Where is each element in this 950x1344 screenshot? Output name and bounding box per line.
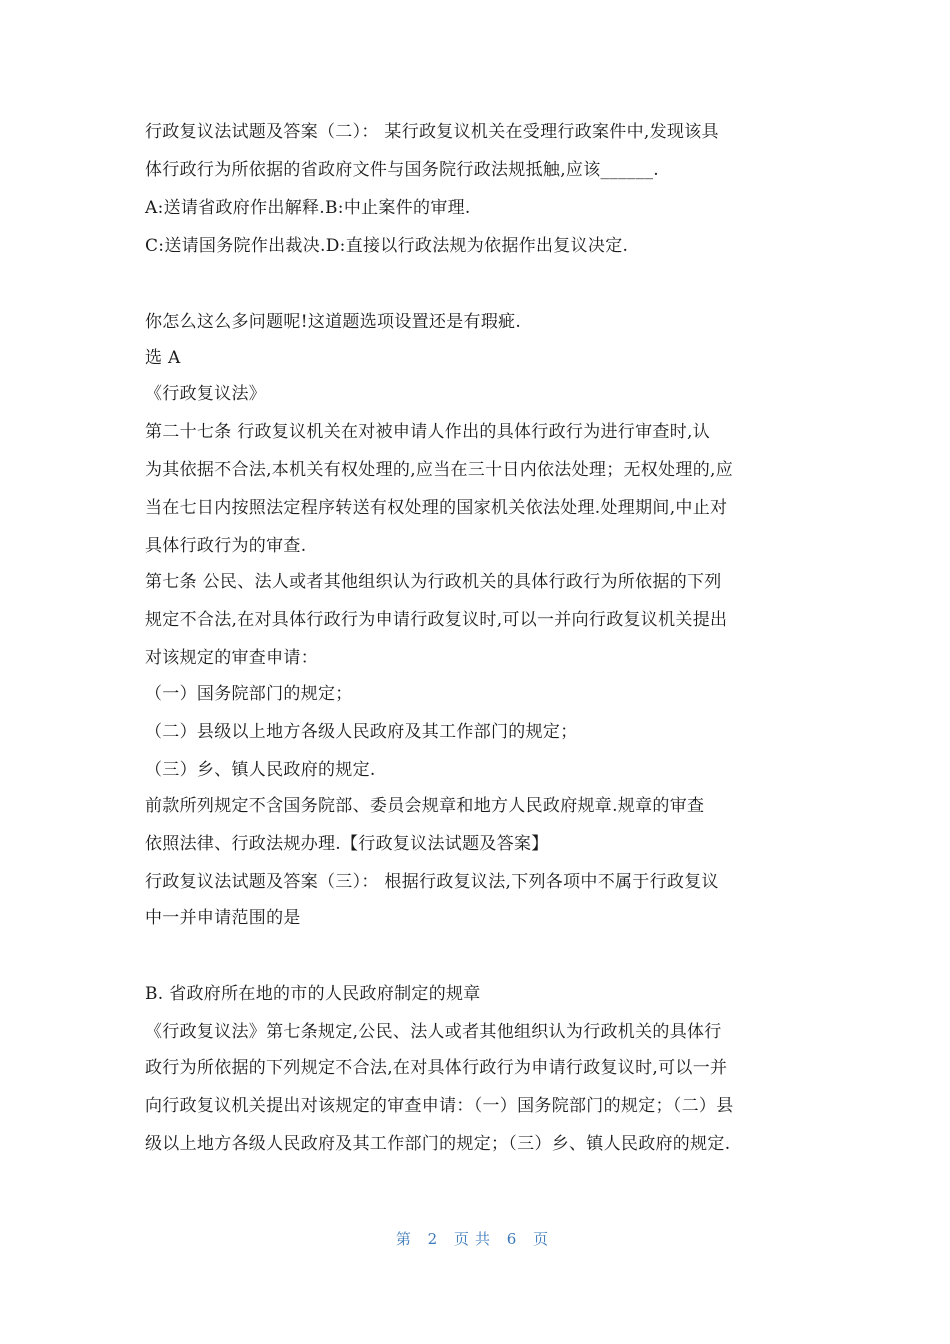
text-line: 对该规定的审查申请：	[145, 648, 318, 668]
text-line: 政行为所依据的下列规定不合法,在对具体行政行为申请行政复议时,可以一并	[145, 1058, 728, 1078]
text-line: 具体行政行为的审查.	[145, 536, 307, 556]
text-line: 前款所列规定不含国务院部、委员会规章和地方人民政府规章.规章的审查	[145, 796, 705, 816]
text-line: 规定不合法,在对具体行政行为申请行政复议时,可以一并向行政复议机关提出	[145, 610, 728, 630]
text-line: 中一并申请范围的是	[145, 908, 301, 928]
text-line: （二）县级以上地方各级人民政府及其工作部门的规定；	[145, 722, 578, 742]
text-line: 行政复议法试题及答案（二）： 某行政复议机关在受理行政案件中,发现该具	[145, 122, 719, 142]
text-line: 向行政复议机关提出对该规定的审查申请：（一）国务院部门的规定；（二）县	[145, 1096, 734, 1116]
text-line: 第七条 公民、法人或者其他组织认为行政机关的具体行政行为所依据的下列	[145, 572, 722, 592]
page-number-footer: 第 2 页共 6 页	[395, 1230, 555, 1248]
text-line: 体行政行为所依据的省政府文件与国务院行政法规抵触,应该______.	[145, 160, 660, 180]
text-line: 级以上地方各级人民政府及其工作部门的规定；（三）乡、镇人民政府的规定.	[145, 1134, 731, 1154]
text-line: 第二十七条 行政复议机关在对被申请人作出的具体行政行为进行审查时,认	[145, 422, 711, 442]
text-line: C:送请国务院作出裁决.D:直接以行政法规为依据作出复议决定.	[145, 236, 629, 256]
text-line: 《行政复议法》	[145, 384, 267, 404]
text-line: 《行政复议法》第七条规定,公民、法人或者其他组织认为行政机关的具体行	[145, 1022, 722, 1042]
text-line: A:送请省政府作出解释.B:中止案件的审理.	[145, 198, 471, 218]
text-line: （一）国务院部门的规定；	[145, 684, 353, 704]
text-line: 选 A	[145, 348, 181, 368]
text-line: 当在七日内按照法定程序转送有权处理的国家机关依法处理.处理期间,中止对	[145, 498, 728, 518]
text-line: 为其依据不合法,本机关有权处理的,应当在三十日内依法处理；无权处理的,应	[145, 460, 734, 480]
text-line: 行政复议法试题及答案（三）： 根据行政复议法,下列各项中不属于行政复议	[145, 872, 719, 892]
text-line: B. 省政府所在地的市的人民政府制定的规章	[145, 984, 481, 1004]
text-line: 你怎么这么多问题呢!这道题选项设置还是有瑕疵.	[145, 312, 522, 332]
text-line: （三）乡、镇人民政府的规定.	[145, 760, 376, 780]
text-line: 依照法律、行政法规办理.【行政复议法试题及答案】	[145, 834, 549, 854]
